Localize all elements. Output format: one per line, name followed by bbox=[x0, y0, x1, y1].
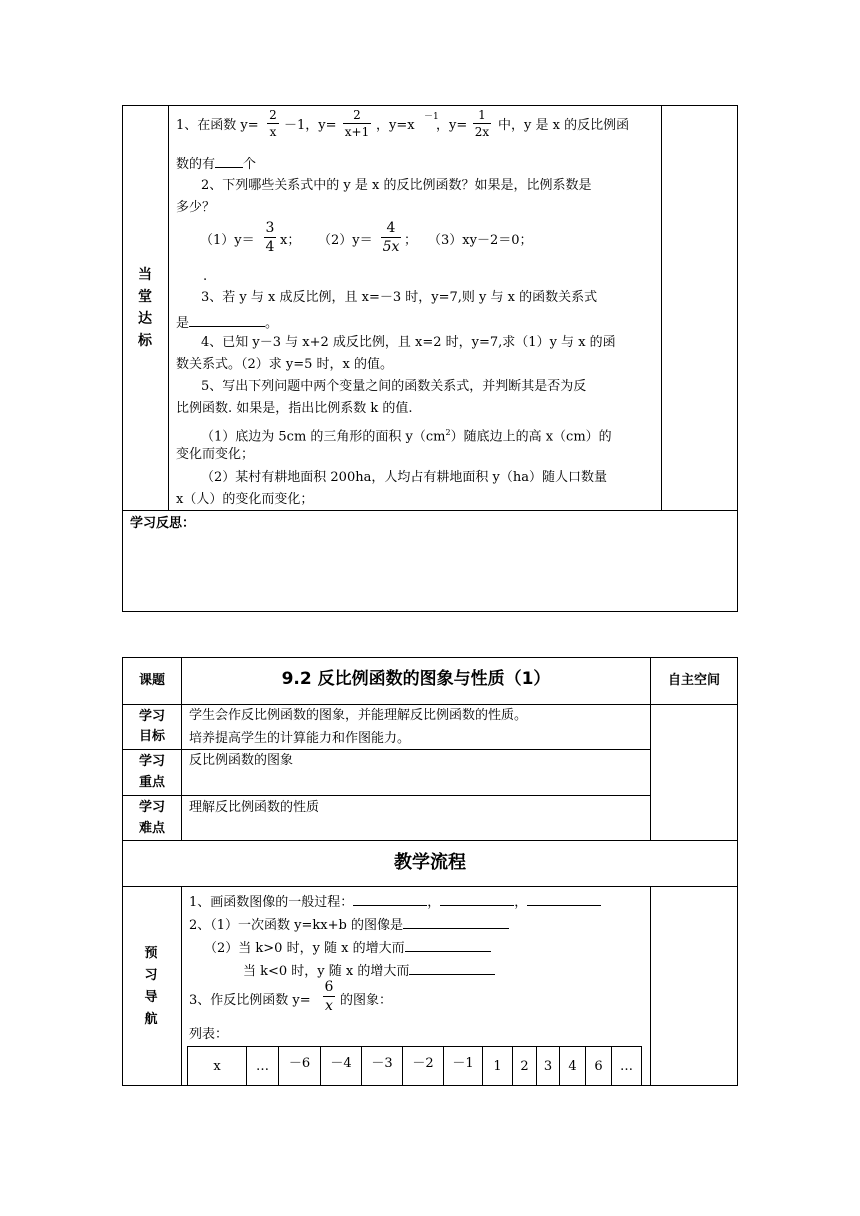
diff-label-1: 学习 bbox=[138, 800, 165, 815]
x-table-cell: … bbox=[256, 1059, 269, 1074]
q2-item3: （3）xy－2＝0； bbox=[428, 233, 533, 248]
preview-item-2a: （2）当 k>0 时，y 随 x 的增大而 bbox=[204, 937, 491, 958]
diff-label-2: 难点 bbox=[138, 821, 165, 836]
q2-item1-fraction: 3 4 bbox=[265, 220, 275, 255]
q2-item2-prefix: （2）y＝ bbox=[318, 233, 373, 248]
side-label-char: 达 bbox=[138, 311, 152, 327]
q3-line2: 是 。 bbox=[176, 312, 278, 333]
q1-line2: 数的有 个 bbox=[176, 153, 256, 174]
preview-item-3-prefix: 3、作反比例函数 y= bbox=[189, 993, 311, 1008]
diff-text: 理解反比例函数的性质 bbox=[189, 800, 320, 815]
q1-part-d: 中，y 是 x 的反比例函 bbox=[498, 118, 630, 133]
reflection-label: 学习反思： bbox=[130, 516, 196, 531]
q5-line2: 比例函数. 如果是，指出比例系数 k 的值. bbox=[176, 401, 413, 416]
q5-sub1-line1: （1）底边为 5cm 的三角形的面积 $y(cm^2)$随底边上的高 x（cm）的 bbox=[201, 428, 612, 445]
goal-line-1: 学生会作反比例函数的图象，并能理解反比例函数的性质。 bbox=[189, 708, 528, 723]
key-text: 反比例函数的图象 bbox=[189, 753, 294, 768]
preview-item-2: 2、（1）一次函数 y=kx+b 的图像是 bbox=[189, 914, 509, 935]
self-study-space-label: 自主空间 bbox=[667, 673, 720, 688]
lesson-title: 9.2 反比例函数的图象与性质（1） bbox=[281, 669, 551, 689]
q4-line2: 数关系式。（2）求 y=5 时，x 的值。 bbox=[176, 357, 394, 372]
q1-prefix: 1、在函数 y= bbox=[176, 118, 259, 133]
q1-part-b: ，y=x bbox=[376, 118, 415, 133]
q4-line1: 4、已知 y－3 与 x+2 成反比例，且 x=2 时，y=7,求（1）y 与 x 的函 bbox=[201, 335, 616, 350]
key-label-1: 学习 bbox=[138, 754, 165, 769]
preview-label-char: 导 bbox=[144, 990, 158, 1005]
x-table-cell: －2 bbox=[412, 1056, 434, 1071]
preview-item-1: 1、画函数图像的一般过程： ， ， bbox=[189, 891, 601, 912]
goal-line-2: 培养提高学生的计算能力和作图能力。 bbox=[189, 731, 411, 746]
x-table-cell: 1 bbox=[493, 1059, 502, 1074]
q1-fraction-1: 2 x bbox=[267, 108, 279, 139]
q1-superscript: －1 bbox=[424, 112, 439, 122]
q2-item2-suffix: ； bbox=[404, 233, 418, 248]
q5-sub2-line2: x（人）的变化而变化； bbox=[176, 492, 314, 507]
side-label-char: 当 bbox=[138, 267, 152, 283]
preview-label-char: 预 bbox=[144, 946, 158, 961]
x-table-cell: －3 bbox=[371, 1056, 393, 1071]
q2-dot: . bbox=[203, 269, 208, 284]
q1-fraction-3: 1 2x bbox=[474, 108, 490, 139]
topic-label: 课题 bbox=[138, 673, 165, 688]
q2-item1-suffix: x； bbox=[280, 233, 301, 248]
q1-part-c: ，y= bbox=[436, 118, 468, 133]
x-table-cell: 2 bbox=[520, 1059, 529, 1074]
x-table-cell: －4 bbox=[330, 1056, 352, 1071]
q2-line1: 2、下列哪些关系式中的 y 是 x 的反比例函数？如果是，比例系数是 bbox=[201, 178, 592, 193]
preview-item-3-suffix: 的图象： bbox=[340, 993, 393, 1008]
x-table-cell: 6 bbox=[594, 1059, 603, 1074]
key-label-2: 重点 bbox=[138, 775, 165, 790]
x-table-cell: －1 bbox=[452, 1056, 474, 1071]
x-table-cell: 3 bbox=[543, 1059, 553, 1074]
x-table-cell: 4 bbox=[568, 1059, 577, 1074]
q5-sub2-line1: （2）某村有耕地面积 200ha，人均占有耕地面积 y（ha）随人口数量 bbox=[201, 470, 607, 485]
q2-item2-fraction: 4 5x bbox=[382, 220, 400, 255]
side-label-char: 堂 bbox=[138, 289, 152, 305]
preview-item-3-fraction: 6 x bbox=[324, 979, 334, 1014]
table-label: 列表： bbox=[189, 1027, 229, 1042]
goal-label-1: 学习 bbox=[138, 709, 165, 724]
q1-part-a: －1，y= bbox=[284, 118, 337, 133]
teaching-flow-title: 教学流程 bbox=[394, 852, 466, 873]
preview-label-char: 航 bbox=[144, 1012, 158, 1027]
goal-label-2: 目标 bbox=[138, 729, 165, 744]
q5-sub1-line2: 变化而变化； bbox=[176, 447, 255, 462]
x-table-cell: x bbox=[213, 1059, 221, 1074]
q5-line1: 5、写出下列问题中两个变量之间的函数关系式，并判断其是否为反 bbox=[201, 379, 587, 394]
x-table-cell: … bbox=[620, 1059, 633, 1074]
q2-line2: 多少？ bbox=[176, 200, 216, 215]
q3-line1: 3、若 y 与 x 成反比例，且 x=－3 时，y=7,则 y 与 x 的函数关系式 bbox=[201, 290, 598, 305]
preview-item-2b: 当 k<0 时，y 随 x 的增大而 bbox=[243, 960, 495, 981]
q1-fraction-2: 2 x+1 bbox=[344, 108, 370, 139]
side-label-char: 标 bbox=[138, 333, 152, 349]
x-table-cell: －6 bbox=[288, 1056, 311, 1071]
preview-label-char: 习 bbox=[144, 968, 158, 983]
q2-item1-prefix: （1）y＝ bbox=[200, 233, 255, 248]
